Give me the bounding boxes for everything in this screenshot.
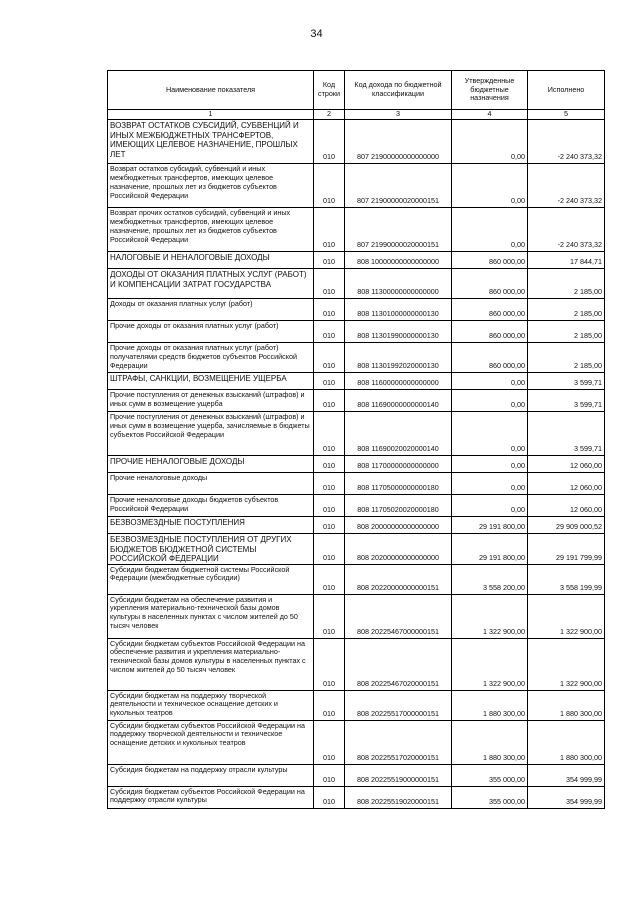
table-row — [108, 164, 605, 208]
table-row — [108, 720, 605, 764]
approved-amount-value: 1 880 300,00 — [483, 752, 525, 762]
executed-amount-cell — [528, 252, 605, 269]
revenue-code-cell — [345, 208, 452, 252]
executed-amount-cell — [528, 208, 605, 252]
approved-amount-cell — [452, 343, 528, 373]
revenue-code-value: 808 20225519020000151 — [357, 796, 439, 806]
executed-amount-value: 2 185,00 — [574, 309, 602, 319]
revenue-code-value: 808 20000000000000000 — [357, 522, 439, 532]
table-row — [108, 252, 605, 269]
table-row — [108, 343, 605, 373]
line-code-value: 010 — [323, 461, 335, 471]
line-code-cell — [314, 390, 345, 412]
line-code-cell — [314, 473, 345, 495]
line-code-value: 010 — [323, 752, 335, 762]
approved-amount-value: 0,00 — [511, 378, 525, 388]
approved-amount-value: 0,00 — [511, 444, 525, 454]
executed-amount-value: 2 185,00 — [574, 331, 602, 341]
revenue-code-cell — [345, 720, 452, 764]
revenue-code-value: 807 21900000020000151 — [357, 196, 439, 206]
indicator-name-cell: Прочие поступления от денежных взысканий (штрафов) и иных сумм в возмещение ущерба — [108, 390, 314, 412]
executed-amount-value: 354 999,99 — [566, 796, 602, 806]
line-code-cell — [314, 299, 345, 321]
executed-amount-cell — [528, 690, 605, 720]
line-code-cell — [314, 786, 345, 808]
approved-amount-cell — [452, 594, 528, 638]
approved-amount-cell — [452, 120, 528, 164]
revenue-code-value: 808 20225517020000151 — [357, 752, 439, 762]
table-row — [108, 269, 605, 299]
header-executed: Исполнено — [528, 71, 605, 110]
approved-amount-value: 860 000,00 — [489, 331, 525, 341]
executed-amount-value: 12 060,00 — [570, 483, 602, 493]
approved-amount-value: 29 191 800,00 — [479, 552, 525, 562]
indicator-name-cell: Прочие неналоговые доходы — [108, 473, 314, 495]
line-code-cell — [314, 321, 345, 343]
revenue-code-cell — [345, 564, 452, 594]
column-number: 1 — [108, 110, 314, 120]
executed-amount-cell — [528, 299, 605, 321]
approved-amount-value: 0,00 — [511, 152, 525, 162]
approved-amount-value: 0,00 — [511, 483, 525, 493]
line-code-cell — [314, 564, 345, 594]
line-code-cell — [314, 343, 345, 373]
line-code-cell — [314, 690, 345, 720]
table-row — [108, 495, 605, 517]
revenue-code-cell — [345, 252, 452, 269]
line-code-value: 010 — [323, 152, 335, 162]
approved-amount-cell — [452, 252, 528, 269]
executed-amount-value: -2 240 373,32 — [557, 240, 602, 250]
line-code-cell — [314, 120, 345, 164]
revenue-code-cell — [345, 594, 452, 638]
revenue-code-cell — [345, 638, 452, 690]
indicator-name-cell: БЕЗВОЗМЕЗДНЫЕ ПОСТУПЛЕНИЯ — [108, 517, 314, 534]
table-row — [108, 517, 605, 534]
revenue-code-cell — [345, 456, 452, 473]
indicator-name-cell: Прочие доходы от оказания платных услуг (работ) — [108, 321, 314, 343]
table-row — [108, 456, 605, 473]
header-row — [108, 71, 605, 110]
executed-amount-value: 3 599,71 — [574, 444, 602, 454]
indicator-name-cell: Прочие доходы от оказания платных услуг (работ) получателями средств бюджетов субъектов Российской Федерации — [108, 343, 314, 373]
revenue-code-value: 808 20200000000000000 — [357, 552, 439, 562]
revenue-code-cell — [345, 690, 452, 720]
revenue-code-cell — [345, 412, 452, 456]
revenue-code-value: 808 20225519000000151 — [357, 774, 439, 784]
approved-amount-value: 0,00 — [511, 400, 525, 410]
revenue-code-value: 808 20220000000000151 — [357, 582, 439, 592]
executed-amount-cell — [528, 786, 605, 808]
indicator-name-cell: ВОЗВРАТ ОСТАТКОВ СУБСИДИЙ, СУБВЕНЦИЙ И ИНЫХ МЕЖБЮДЖЕТНЫХ ТРАНСФЕРТОВ, ИМЕЮЩИХ ЦЕЛЕВОЕ НАЗНАЧЕНИЕ, ПРОШЛЫХ ЛЕТ — [108, 120, 314, 164]
column-number: 5 — [528, 110, 605, 120]
approved-amount-cell — [452, 690, 528, 720]
approved-amount-value: 0,00 — [511, 196, 525, 206]
line-code-value: 010 — [323, 378, 335, 388]
executed-amount-cell — [528, 720, 605, 764]
approved-amount-cell — [452, 321, 528, 343]
line-code-cell — [314, 412, 345, 456]
approved-amount-cell — [452, 720, 528, 764]
approved-amount-cell — [452, 412, 528, 456]
approved-amount-value: 355 000,00 — [489, 774, 525, 784]
executed-amount-cell — [528, 517, 605, 534]
executed-amount-cell — [528, 764, 605, 786]
executed-amount-value: 12 060,00 — [570, 505, 602, 515]
line-code-cell — [314, 638, 345, 690]
line-code-cell — [314, 269, 345, 299]
line-code-value: 010 — [323, 796, 335, 806]
table-row — [108, 473, 605, 495]
table-row — [108, 594, 605, 638]
revenue-code-value: 808 11301000000000130 — [357, 309, 439, 319]
executed-amount-value: 2 185,00 — [574, 287, 602, 297]
executed-amount-value: 1 880 300,00 — [560, 708, 602, 718]
approved-amount-value: 860 000,00 — [489, 287, 525, 297]
indicator-name-cell: Прочие неналоговые доходы бюджетов субъектов Российской Федерации — [108, 495, 314, 517]
line-code-value: 010 — [323, 361, 335, 371]
indicator-name-cell: Субсидии бюджетам бюджетной системы Российской Федерации (межбюджетные субсидии) — [108, 564, 314, 594]
executed-amount-value: 1 880 300,00 — [560, 752, 602, 762]
column-number: 3 — [345, 110, 452, 120]
approved-amount-cell — [452, 208, 528, 252]
revenue-code-value: 807 21900000000000000 — [357, 152, 439, 162]
revenue-code-value: 808 20225467020000151 — [357, 678, 439, 688]
indicator-name-cell: БЕЗВОЗМЕЗДНЫЕ ПОСТУПЛЕНИЯ ОТ ДРУГИХ БЮДЖЕТОВ БЮДЖЕТНОЙ СИСТЕМЫ РОССИЙСКОЙ ФЕДЕРАЦИИ — [108, 534, 314, 565]
revenue-code-cell — [345, 764, 452, 786]
executed-amount-value: 3 558 199,99 — [560, 582, 602, 592]
indicator-name-cell: ПРОЧИЕ НЕНАЛОГОВЫЕ ДОХОДЫ — [108, 456, 314, 473]
executed-amount-value: -2 240 373,32 — [557, 152, 602, 162]
revenue-code-cell — [345, 321, 452, 343]
approved-amount-value: 355 000,00 — [489, 796, 525, 806]
indicator-name-cell: Прочие поступления от денежных взысканий (штрафов) и иных сумм в возмещение ущерба, зачисляемые в бюджеты субъектов Российской Федерации — [108, 412, 314, 456]
revenue-code-value: 808 20225517000000151 — [357, 708, 439, 718]
header-name: Наименование показателя — [108, 71, 314, 110]
line-code-value: 010 — [323, 678, 335, 688]
line-code-value: 010 — [323, 708, 335, 718]
page-number: 34 — [310, 28, 323, 40]
approved-amount-cell — [452, 786, 528, 808]
line-code-value: 010 — [323, 582, 335, 592]
executed-amount-value: 1 322 900,00 — [560, 678, 602, 688]
approved-amount-value: 1 322 900,00 — [483, 678, 525, 688]
executed-amount-cell — [528, 564, 605, 594]
table-row — [108, 564, 605, 594]
revenue-code-value: 808 11301992020000130 — [357, 361, 439, 371]
approved-amount-cell — [452, 638, 528, 690]
line-code-cell — [314, 456, 345, 473]
revenue-code-cell — [345, 269, 452, 299]
executed-amount-value: 29 909 000,52 — [556, 522, 602, 532]
revenue-table — [107, 70, 605, 809]
revenue-code-value: 808 11690020020000140 — [357, 444, 439, 454]
column-number: 4 — [452, 110, 528, 120]
executed-amount-cell — [528, 390, 605, 412]
indicator-name-cell: Субсидия бюджетам субъектов Российской Федерации на поддержку отрасли культуры — [108, 786, 314, 808]
table-row — [108, 690, 605, 720]
approved-amount-cell — [452, 517, 528, 534]
approved-amount-cell — [452, 764, 528, 786]
approved-amount-value: 860 000,00 — [489, 309, 525, 319]
executed-amount-value: -2 240 373,32 — [557, 196, 602, 206]
table-row — [108, 534, 605, 565]
table-row — [108, 373, 605, 390]
approved-amount-value: 0,00 — [511, 461, 525, 471]
approved-amount-value: 1 322 900,00 — [483, 626, 525, 636]
executed-amount-value: 2 185,00 — [574, 361, 602, 371]
executed-amount-cell — [528, 638, 605, 690]
revenue-code-cell — [345, 299, 452, 321]
line-code-cell — [314, 373, 345, 390]
approved-amount-cell — [452, 473, 528, 495]
table-row — [108, 390, 605, 412]
header-code: Код строки — [314, 71, 345, 110]
table-row — [108, 638, 605, 690]
approved-amount-value: 860 000,00 — [489, 257, 525, 267]
executed-amount-cell — [528, 534, 605, 565]
line-code-value: 010 — [323, 196, 335, 206]
revenue-code-cell — [345, 164, 452, 208]
executed-amount-cell — [528, 473, 605, 495]
revenue-code-cell — [345, 473, 452, 495]
approved-amount-cell — [452, 164, 528, 208]
revenue-code-value: 808 20225467000000151 — [357, 626, 439, 636]
line-code-value: 010 — [323, 552, 335, 562]
revenue-code-value: 808 11690000000000140 — [357, 400, 439, 410]
line-code-value: 010 — [323, 483, 335, 493]
column-number-row — [108, 110, 605, 120]
executed-amount-value: 3 599,71 — [574, 378, 602, 388]
line-code-value: 010 — [323, 505, 335, 515]
approved-amount-cell — [452, 534, 528, 565]
header-approved: Утвержденные бюджетные назначения — [452, 71, 528, 110]
line-code-value: 010 — [323, 626, 335, 636]
indicator-name-cell: Субсидии бюджетам на обеспечение развития и укрепления материально-технической базы домов культуры в населенных пунктах с числом жителей до 50 тысяч человек — [108, 594, 314, 638]
line-code-value: 010 — [323, 400, 335, 410]
indicator-name-cell: Субсидии бюджетам субъектов Российской Федерации на поддержку творческой деятельности и техническое оснащение детских и кукольных театров — [108, 720, 314, 764]
approved-amount-cell — [452, 456, 528, 473]
line-code-cell — [314, 495, 345, 517]
revenue-code-value: 808 11705020020000180 — [357, 505, 439, 515]
line-code-cell — [314, 534, 345, 565]
line-code-cell — [314, 164, 345, 208]
executed-amount-cell — [528, 120, 605, 164]
executed-amount-value: 1 322 900,00 — [560, 626, 602, 636]
approved-amount-cell — [452, 269, 528, 299]
line-code-value: 010 — [323, 257, 335, 267]
approved-amount-cell — [452, 373, 528, 390]
approved-amount-value: 860 000,00 — [489, 361, 525, 371]
line-code-value: 010 — [323, 774, 335, 784]
revenue-code-cell — [345, 373, 452, 390]
executed-amount-value: 354 999,99 — [566, 774, 602, 784]
line-code-value: 010 — [323, 522, 335, 532]
table-row — [108, 764, 605, 786]
revenue-code-cell — [345, 120, 452, 164]
executed-amount-cell — [528, 343, 605, 373]
executed-amount-cell — [528, 269, 605, 299]
indicator-name-cell: Субсидия бюджетам на поддержку отрасли культуры — [108, 764, 314, 786]
approved-amount-value: 0,00 — [511, 505, 525, 515]
revenue-code-cell — [345, 390, 452, 412]
table-row — [108, 299, 605, 321]
line-code-value: 010 — [323, 331, 335, 341]
approved-amount-value: 3 558 200,00 — [483, 582, 525, 592]
indicator-name-cell: ДОХОДЫ ОТ ОКАЗАНИЯ ПЛАТНЫХ УСЛУГ (РАБОТ) И КОМПЕНСАЦИИ ЗАТРАТ ГОСУДАРСТВА — [108, 269, 314, 299]
approved-amount-cell — [452, 299, 528, 321]
approved-amount-cell — [452, 390, 528, 412]
table-row — [108, 321, 605, 343]
executed-amount-cell — [528, 164, 605, 208]
line-code-value: 010 — [323, 240, 335, 250]
revenue-code-cell — [345, 534, 452, 565]
table-row — [108, 208, 605, 252]
line-code-cell — [314, 252, 345, 269]
approved-amount-value: 0,00 — [511, 240, 525, 250]
revenue-code-value: 808 11700000000000000 — [357, 461, 439, 471]
table-row — [108, 120, 605, 164]
approved-amount-cell — [452, 495, 528, 517]
executed-amount-cell — [528, 456, 605, 473]
line-code-value: 010 — [323, 287, 335, 297]
revenue-code-cell — [345, 517, 452, 534]
header-kbk: Код дохода по бюджетной классификации — [345, 71, 452, 110]
revenue-code-value: 808 11300000000000000 — [357, 287, 439, 297]
indicator-name-cell: ШТРАФЫ, САНКЦИИ, ВОЗМЕЩЕНИЕ УЩЕРБА — [108, 373, 314, 390]
line-code-value: 010 — [323, 444, 335, 454]
table-row — [108, 786, 605, 808]
table-row — [108, 412, 605, 456]
indicator-name-cell: Субсидии бюджетам на поддержку творческой деятельности и техническое оснащение детских и кукольных театров — [108, 690, 314, 720]
indicator-name-cell: Субсидии бюджетам субъектов Российской Федерации на обеспечение развития и укрепления материально-технической базы домов культуры в населенных пунктах с числом жителей до 50 тысяч человек — [108, 638, 314, 690]
revenue-code-value: 808 10000000000000000 — [357, 257, 439, 267]
executed-amount-value: 17 844,71 — [570, 257, 602, 267]
column-number: 2 — [314, 110, 345, 120]
indicator-name-cell: Возврат остатков субсидий, субвенций и иных межбюджетных трансфертов, имеющих целевое назначение, прошлых лет из бюджетов субъектов Российской Федерации — [108, 164, 314, 208]
revenue-code-value: 808 11301990000000130 — [357, 331, 439, 341]
executed-amount-value: 3 599,71 — [574, 400, 602, 410]
executed-amount-cell — [528, 373, 605, 390]
approved-amount-cell — [452, 564, 528, 594]
indicator-name-cell: Доходы от оказания платных услуг (работ) — [108, 299, 314, 321]
line-code-cell — [314, 517, 345, 534]
indicator-name-cell: Возврат прочих остатков субсидий, субвенций и иных межбюджетных трансфертов, имеющих целевое назначение, прошлых лет из бюджетов субъектов Российской Федерации — [108, 208, 314, 252]
line-code-cell — [314, 594, 345, 638]
executed-amount-cell — [528, 412, 605, 456]
revenue-code-value: 808 11705000000000180 — [357, 483, 439, 493]
executed-amount-cell — [528, 495, 605, 517]
executed-amount-cell — [528, 594, 605, 638]
revenue-code-cell — [345, 495, 452, 517]
revenue-code-value: 807 21990000020000151 — [357, 240, 439, 250]
revenue-code-cell — [345, 343, 452, 373]
executed-amount-cell — [528, 321, 605, 343]
line-code-cell — [314, 720, 345, 764]
executed-amount-value: 29 191 799,99 — [556, 552, 602, 562]
indicator-name-cell: НАЛОГОВЫЕ И НЕНАЛОГОВЫЕ ДОХОДЫ — [108, 252, 314, 269]
approved-amount-value: 1 880 300,00 — [483, 708, 525, 718]
revenue-code-value: 808 11600000000000000 — [357, 378, 439, 388]
executed-amount-value: 12 060,00 — [570, 461, 602, 471]
revenue-code-cell — [345, 786, 452, 808]
line-code-value: 010 — [323, 309, 335, 319]
line-code-cell — [314, 208, 345, 252]
line-code-cell — [314, 764, 345, 786]
table-body — [108, 120, 605, 809]
approved-amount-value: 29 191 800,00 — [479, 522, 525, 532]
